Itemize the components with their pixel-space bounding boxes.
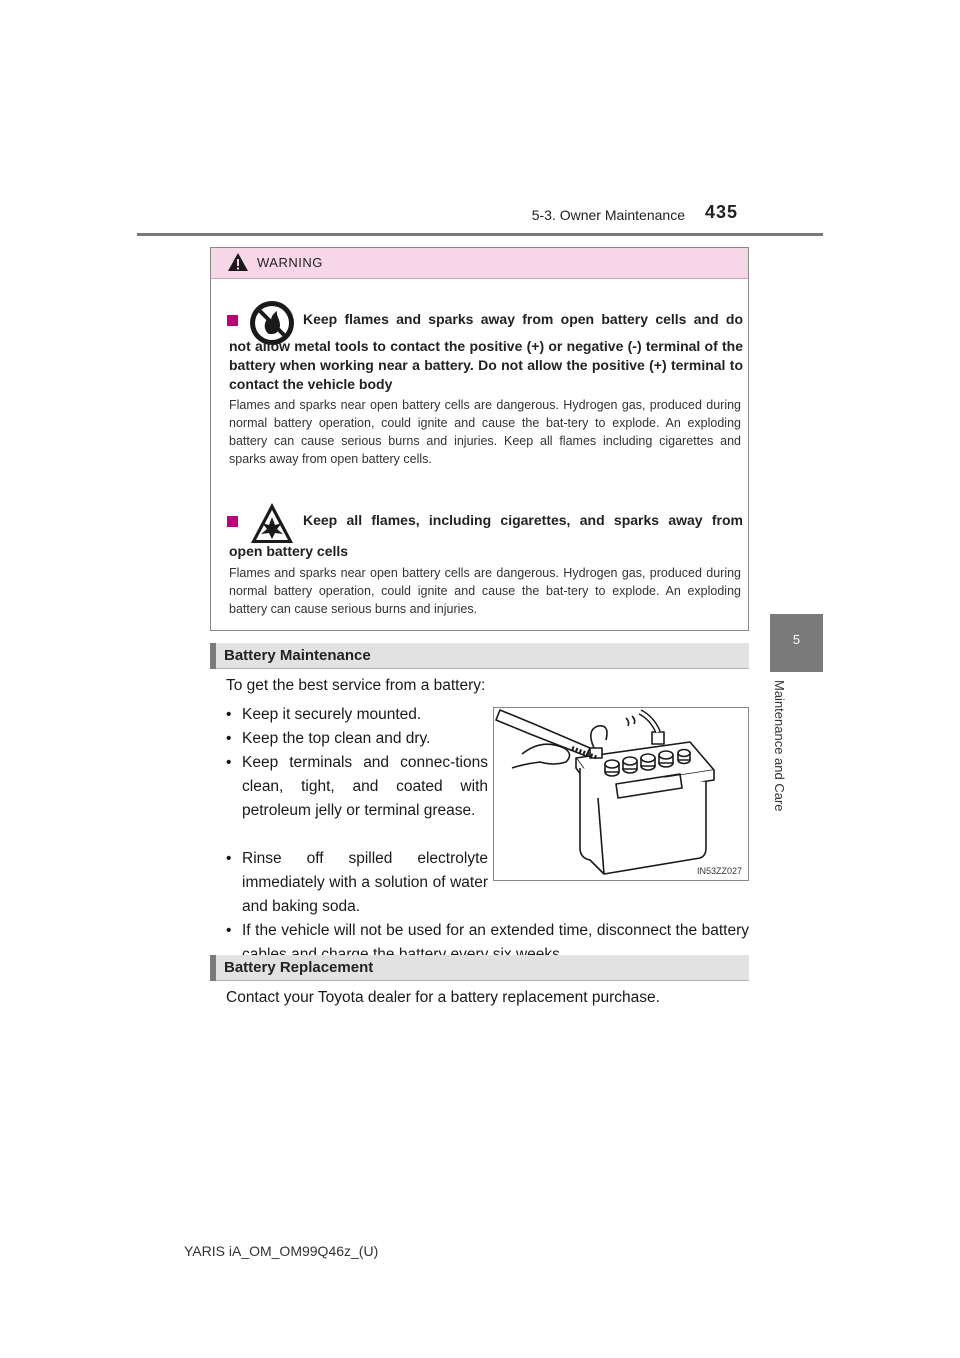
section-accent bbox=[210, 955, 216, 981]
warning-title: WARNING bbox=[257, 255, 323, 270]
header-divider bbox=[137, 233, 823, 236]
chapter-number: 5 bbox=[792, 632, 801, 647]
list-item: • Keep terminals and connec-tions clean, tight, and coated with petroleum jelly or terminal grease. bbox=[226, 751, 488, 847]
bullet-dot-icon: • bbox=[226, 706, 232, 723]
bullet-dot-icon: • bbox=[226, 730, 232, 747]
warning-item-body: Flames and sparks near open battery cells are dangerous. Hydrogen gas, produced during normal battery operation, could ignite and cause the bat-tery to explode. An exploding battery can cause serious burns and injuries. Keep all flames including cigarettes and sparks away from open battery cells. bbox=[229, 398, 741, 466]
section-heading: Battery Maintenance bbox=[224, 647, 371, 664]
list-item: • If the vehicle will not be used for an extended time, disconnect the battery bbox=[226, 919, 749, 967]
list-item: • Keep the top clean and dry. bbox=[226, 727, 488, 751]
bullet-square-icon bbox=[227, 315, 238, 326]
bullet-dot-icon: • bbox=[226, 754, 232, 771]
warning-triangle-icon bbox=[227, 252, 249, 272]
warning-item-heading-cont: open battery cells bbox=[229, 543, 349, 559]
footer-doc-id: YARIS iA_OM_OM99Q46z_(U) bbox=[184, 1243, 379, 1259]
header-section-title: 5-3. Owner Maintenance bbox=[531, 207, 685, 223]
maintenance-intro: To get the best service from a battery: bbox=[226, 677, 486, 694]
figure-code: IN53ZZ027 bbox=[696, 866, 742, 876]
section-battery-maintenance bbox=[210, 643, 749, 669]
warning-item-body: Flames and sparks near open battery cells are dangerous. Hydrogen gas, produced during normal battery operation, could ignite and cause the bat-tery to explode. An exploding battery can cause serious burns and injuries. bbox=[229, 566, 741, 616]
chapter-title-vertical bbox=[772, 680, 792, 830]
explosion-warning-icon bbox=[249, 501, 295, 547]
list-item: • Keep it securely mounted. bbox=[226, 703, 488, 727]
warning-item-heading-cont: not allow metal tools to contact the positive (+) or negative (-) terminal of the battery when working near a battery. Do not allow the positive (+) terminal to contact the vehicle body bbox=[229, 338, 743, 392]
bullet-dot-icon: • bbox=[226, 850, 232, 867]
bullet-dot-icon: • bbox=[226, 922, 232, 939]
battery-illustration bbox=[493, 707, 749, 881]
list-item: • Rinse off spilled electrolyte immediately with a solution of water and baking soda. bbox=[226, 847, 488, 919]
warning-header bbox=[211, 248, 748, 279]
warning-item-heading: Keep flames and sparks away from open battery cells and do bbox=[303, 311, 743, 327]
page-number: 435 bbox=[705, 202, 739, 222]
page-header bbox=[0, 0, 960, 240]
chapter-title: Maintenance and Care bbox=[772, 680, 787, 812]
replacement-text: Contact your Toyota dealer for a battery replacement purchase. bbox=[226, 989, 660, 1006]
section-heading: Battery Replacement bbox=[224, 959, 374, 976]
warning-item-heading: Keep all flames, including cigarettes, and sparks away from bbox=[303, 512, 743, 528]
bullet-square-icon bbox=[227, 516, 238, 527]
section-accent bbox=[210, 643, 216, 669]
warning-box bbox=[210, 247, 749, 631]
battery-cleaning-icon bbox=[494, 708, 748, 880]
section-battery-replacement bbox=[210, 955, 749, 981]
